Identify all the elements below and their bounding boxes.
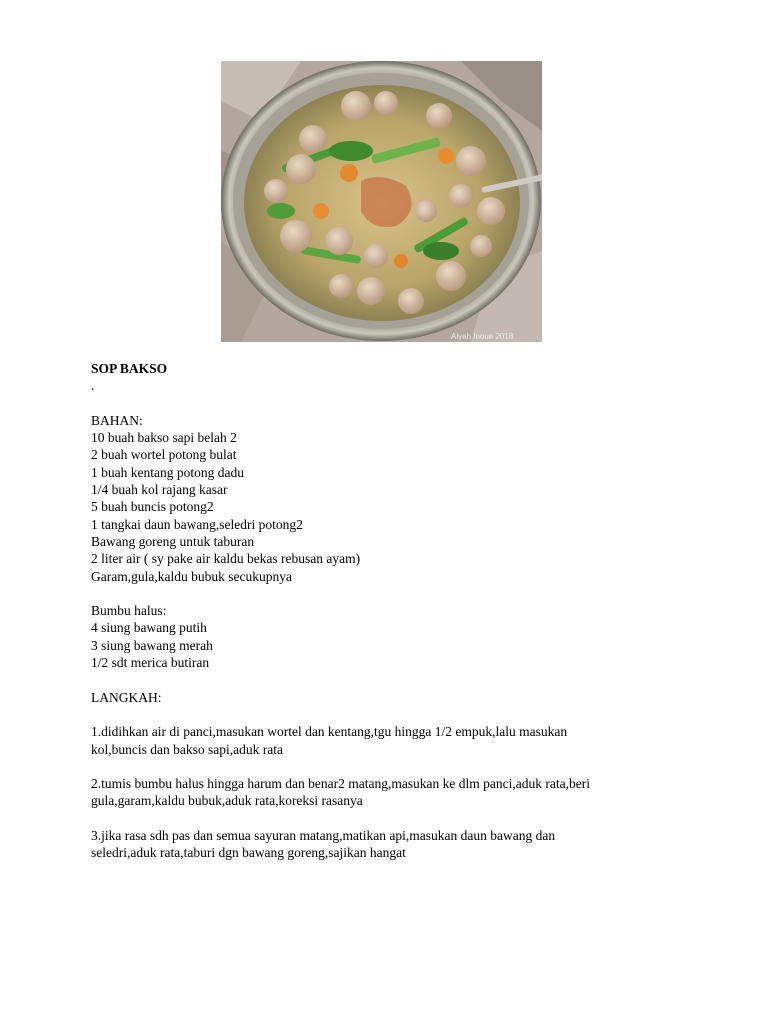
watermark-text: Aiyah Inoue 2018 xyxy=(451,332,514,341)
spice-item: 3 siung bawang merah xyxy=(91,637,213,653)
spice-item: 4 siung bawang putih xyxy=(91,620,207,636)
ingredient-item: 1 buah kentang potong dadu xyxy=(91,464,244,480)
steps-heading: LANGKAH: xyxy=(91,689,162,705)
spice-heading: Bumbu halus: xyxy=(91,603,167,619)
separator-dot: . xyxy=(91,378,95,394)
ingredient-item: Garam,gula,kaldu bubuk secukupnya xyxy=(91,568,292,584)
ingredient-item: 2 buah wortel potong bulat xyxy=(91,447,237,463)
ingredients-heading: BAHAN: xyxy=(91,412,143,428)
ingredient-item: 10 buah bakso sapi belah 2 xyxy=(91,430,237,446)
step-line: 2.tumis bumbu halus hingga harum dan benar2 matang,masukan ke dlm panci,aduk rata,beri xyxy=(91,776,590,792)
recipe-document xyxy=(91,360,691,862)
ingredient-item: 1 tangkai daun bawang,seledri potong2 xyxy=(91,516,303,532)
ingredient-item: 5 buah buncis potong2 xyxy=(91,499,214,515)
step-line: seledri,aduk rata,taburi dgn bawang goreng,sajikan hangat xyxy=(91,845,406,861)
soup-photo xyxy=(221,61,542,342)
step-line: kol,buncis dan bakso sapi,aduk rata xyxy=(91,741,283,757)
recipe-title: SOP BAKSO xyxy=(91,361,168,376)
spice-item: 1/2 sdt merica butiran xyxy=(91,655,210,671)
ingredient-item: 1/4 buah kol rajang kasar xyxy=(91,482,228,498)
step-line: 1.didihkan air di panci,masukan wortel dan kentang,tgu hingga 1/2 empuk,lalu masukan xyxy=(91,724,568,740)
step-line: gula,garam,kaldu bubuk,aduk rata,koreksi rasanya xyxy=(91,793,363,809)
ingredient-item: 2 liter air ( sy pake air kaldu bekas rebusan ayam) xyxy=(91,551,361,567)
ingredient-item: Bawang goreng untuk taburan xyxy=(91,533,255,549)
step-line: 3.jika rasa sdh pas dan semua sayuran matang,matikan api,masukan daun bawang dan xyxy=(91,828,556,844)
